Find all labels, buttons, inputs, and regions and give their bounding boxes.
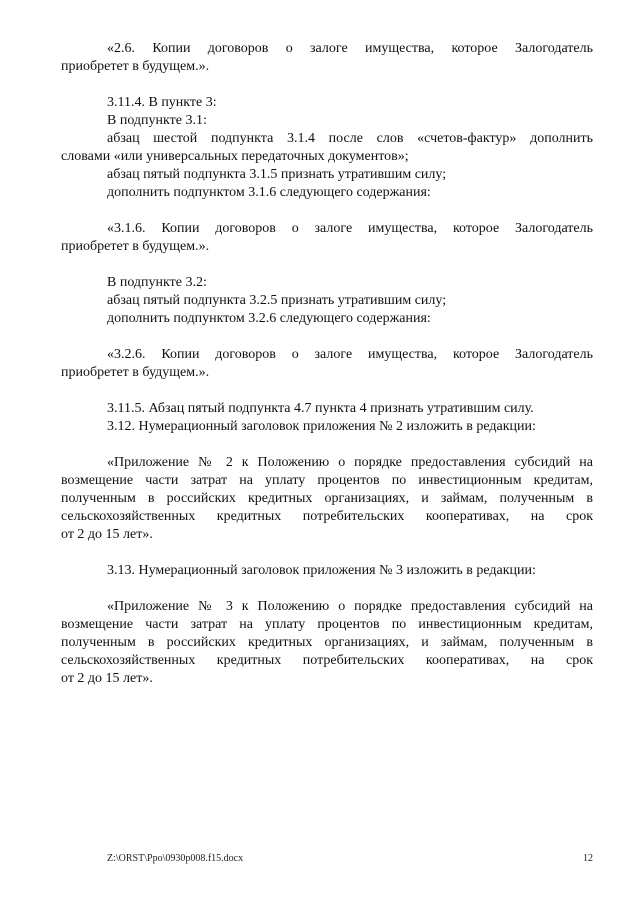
text-line: сельскохозяйственных кредитных потребительских кооперативах, на срок <box>61 653 593 668</box>
text-line: возмещение части затрат на уплату процентов по инвестиционным кредитам, <box>61 473 593 488</box>
paragraph-gap <box>107 328 593 346</box>
paragraph-block <box>61 94 593 202</box>
text-line: абзац пятый подпункта 3.2.5 признать утратившим силу; <box>107 293 447 308</box>
document-body <box>61 40 593 688</box>
paragraph-gap <box>107 436 593 454</box>
paragraph-gap <box>107 580 593 598</box>
text-line: от 2 до 15 лет». <box>61 527 153 542</box>
text-line: 3.12. Нумерационный заголовок приложения № 2 изложить в редакции: <box>107 419 536 434</box>
text-line: «Приложение № 2 к Положению о порядке предоставления субсидий на <box>107 455 593 470</box>
text-line: В подпункте 3.2: <box>107 275 207 290</box>
paragraph-gap <box>107 544 593 562</box>
text-line: 3.13. Нумерационный заголовок приложения № 3 изложить в редакции: <box>107 563 536 578</box>
text-line: дополнить подпунктом 3.1.6 следующего содержания: <box>107 185 431 200</box>
paragraph-block <box>61 346 593 382</box>
text-line: 3.11.5. Абзац пятый подпункта 4.7 пункта 4 признать утратившим силу. <box>107 401 534 416</box>
paragraph-block <box>107 400 593 436</box>
text-line: словами «или универсальных передаточных документов»; <box>61 149 409 164</box>
text-line: «2.6. Копии договоров о залоге имущества, которое Залогодатель <box>107 41 593 56</box>
text-line: приобретет в будущем.». <box>61 365 210 380</box>
text-line: полученным в российских кредитных организациях, и займам, полученным в <box>61 635 593 650</box>
text-line: абзац шестой подпункта 3.1.4 после слов «счетов-фактур» дополнить <box>107 131 593 146</box>
paragraph-block <box>107 274 593 328</box>
text-line: «3.2.6. Копии договоров о залоге имущества, которое Залогодатель <box>107 347 593 362</box>
paragraph-gap <box>107 202 593 220</box>
paragraph-gap <box>107 76 593 94</box>
footer-page-number: 12 <box>583 853 593 864</box>
paragraph-block <box>61 454 593 544</box>
text-line: полученным в российских кредитных организациях, и займам, полученным в <box>61 491 593 506</box>
text-line: от 2 до 15 лет». <box>61 671 153 686</box>
paragraph-block <box>61 220 593 256</box>
paragraph-block <box>61 598 593 688</box>
paragraph-block <box>107 562 593 580</box>
text-line: приобретет в будущем.». <box>61 239 210 254</box>
text-line: возмещение части затрат на уплату процентов по инвестиционным кредитам, <box>61 617 593 632</box>
text-line: «Приложение № 3 к Положению о порядке предоставления субсидий на <box>107 599 593 614</box>
text-line: приобретет в будущем.». <box>61 59 210 74</box>
text-line: «3.1.6. Копии договоров о залоге имущества, которое Залогодатель <box>107 221 593 236</box>
paragraph-gap <box>107 256 593 274</box>
paragraph-gap <box>107 382 593 400</box>
text-line: абзац пятый подпункта 3.1.5 признать утратившим силу; <box>107 167 447 182</box>
paragraph-block <box>61 40 593 76</box>
footer-file-path: Z:\ORST\Ppo\0930p008.f15.docx <box>107 853 244 864</box>
text-line: В подпункте 3.1: <box>107 113 207 128</box>
text-line: дополнить подпунктом 3.2.6 следующего содержания: <box>107 311 431 326</box>
text-line: сельскохозяйственных кредитных потребительских кооперативах, на срок <box>61 509 593 524</box>
text-line: 3.11.4. В пункте 3: <box>107 95 217 110</box>
